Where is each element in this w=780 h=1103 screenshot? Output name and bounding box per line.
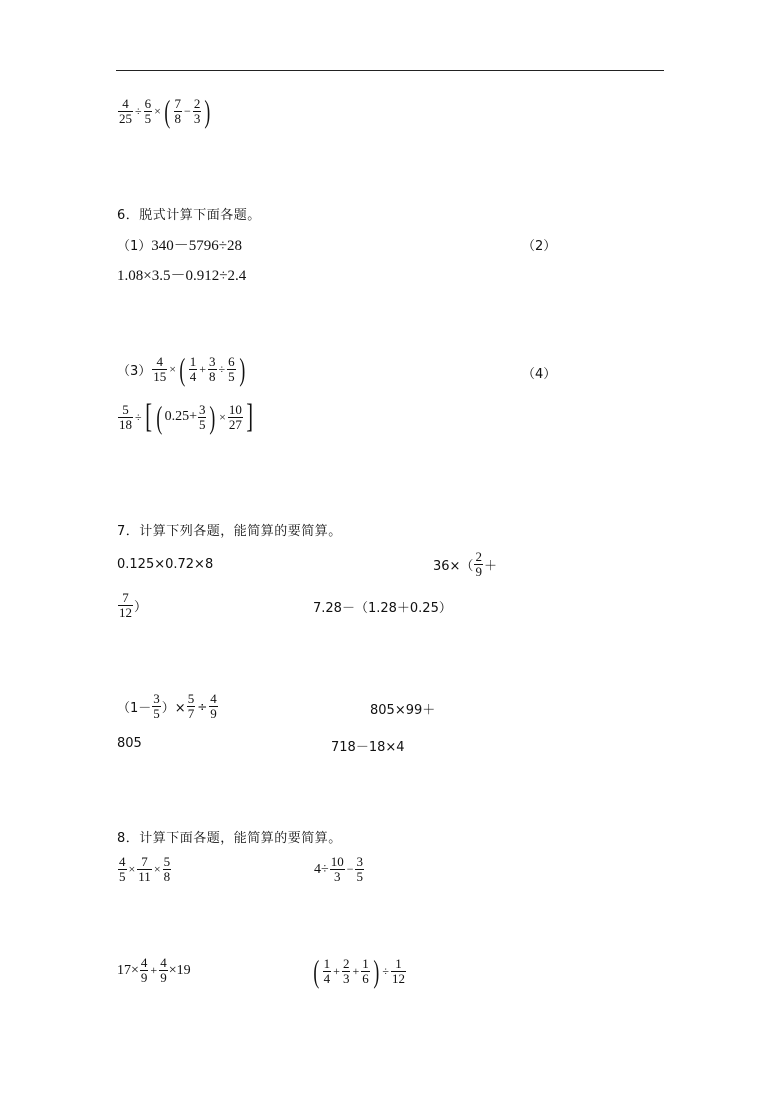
q7-f: 718－18×4 <box>331 740 405 755</box>
fraction: $\frac{4}{9}$ <box>140 955 148 985</box>
fraction: $\frac{3}{5}$ <box>356 854 363 884</box>
q6-p4-label: （4） <box>522 367 557 382</box>
fraction: $\frac{4}{9}$ <box>210 691 217 721</box>
q7-d: （1－ $\frac{3}{5}$ ）× $\frac{5}{7}$ ÷ $\frac{4}{9}$ <box>117 691 217 721</box>
q8-a: $\frac{4}{5}$ × $\frac{7}{11}$ × $\frac{5}{8}$ <box>119 854 171 884</box>
fraction: $\frac{1}{6}$ <box>362 955 369 986</box>
fraction: $\frac{7}{11}$ <box>138 854 151 884</box>
q7-title: 7．计算下列各题，能简算的要简算。 <box>117 524 342 539</box>
q7-a: 0.125×0.72×8 <box>117 557 214 572</box>
fraction: $\frac{1}{4}$ <box>189 353 197 384</box>
q7-b-end: $\frac{7}{12}$ ） <box>119 590 148 620</box>
fraction: $\frac{6}{5}$ <box>228 353 235 384</box>
fraction: $\frac{1}{12}$ <box>391 955 405 986</box>
fraction: $\frac{5}{8}$ <box>163 854 171 884</box>
fraction: $\frac{3}{8}$ <box>209 353 216 384</box>
fraction: $\frac{3}{5}$ <box>198 401 206 432</box>
q8-d: ( $\frac{1}{4}$ + $\frac{2}{3}$ + $\frac{1}{6}$ ) ÷ $\frac{1}{12}$ <box>313 953 405 989</box>
q6-title: 6．脱式计算下面各题。 <box>117 208 261 223</box>
q8-title: 8．计算下面各题，能简算的要简算。 <box>117 831 342 846</box>
q7-e-end: 805 <box>117 736 142 751</box>
fraction: $\frac{4}{15}$ <box>153 353 167 384</box>
fraction: $\frac{4}{25}$ <box>119 95 132 126</box>
fraction: $\frac{5}{18}$ <box>119 401 132 432</box>
fraction: $\frac{10}{27}$ <box>228 401 242 432</box>
fraction: $\frac{2}{3}$ <box>342 955 350 986</box>
q7-c: 7.28－（1.28＋0.25） <box>313 601 452 616</box>
q8-c: 17× $\frac{4}{9}$ + $\frac{4}{9}$ ×19 <box>117 955 191 985</box>
fraction: $\frac{10}{3}$ <box>330 854 344 884</box>
fraction: $\frac{7}{8}$ <box>174 95 182 126</box>
header-rule <box>116 70 664 71</box>
fraction: $\frac{5}{7}$ <box>187 691 195 721</box>
q6-p3: （3） $\frac{4}{15}$ × ( $\frac{1}{4}$ + $\frac{3}{8}$ ÷ $\frac{6}{5}$ ) <box>117 351 245 387</box>
fraction: $\frac{6}{5}$ <box>144 95 152 126</box>
q8-b: 4÷ $\frac{10}{3}$ − $\frac{3}{5}$ <box>314 854 363 884</box>
fraction: $\frac{2}{3}$ <box>193 95 201 126</box>
q6-p4-expr: $\frac{5}{18}$ ÷ [ ( 0.25+ $\frac{3}{5}$ ) × $\frac{10}{27}$ ] <box>119 398 253 435</box>
q6-p2-label: （2） <box>522 239 557 254</box>
q7-e-start: 805×99＋ <box>370 703 436 718</box>
q5-expression: $\frac{4}{25}$ ÷ $\frac{6}{5}$ × ( $\frac{7}{8}$ − $\frac{2}{3}$ ) <box>119 93 211 129</box>
fraction: $\frac{3}{5}$ <box>153 691 160 721</box>
fraction: $\frac{1}{4}$ <box>323 955 331 986</box>
fraction: $\frac{4}{9}$ <box>160 955 167 985</box>
fraction: $\frac{7}{12}$ <box>119 590 132 620</box>
q6-p2-expr: 1.08×3.5－0.912÷2.4 <box>117 268 247 284</box>
q6-p1: （1）340－5796÷28 <box>117 238 243 254</box>
q7-b-start: 36×（ $\frac{2}{9}$ ＋ <box>433 549 497 579</box>
fraction: $\frac{2}{9}$ <box>475 549 482 579</box>
fraction: $\frac{4}{5}$ <box>119 854 126 884</box>
